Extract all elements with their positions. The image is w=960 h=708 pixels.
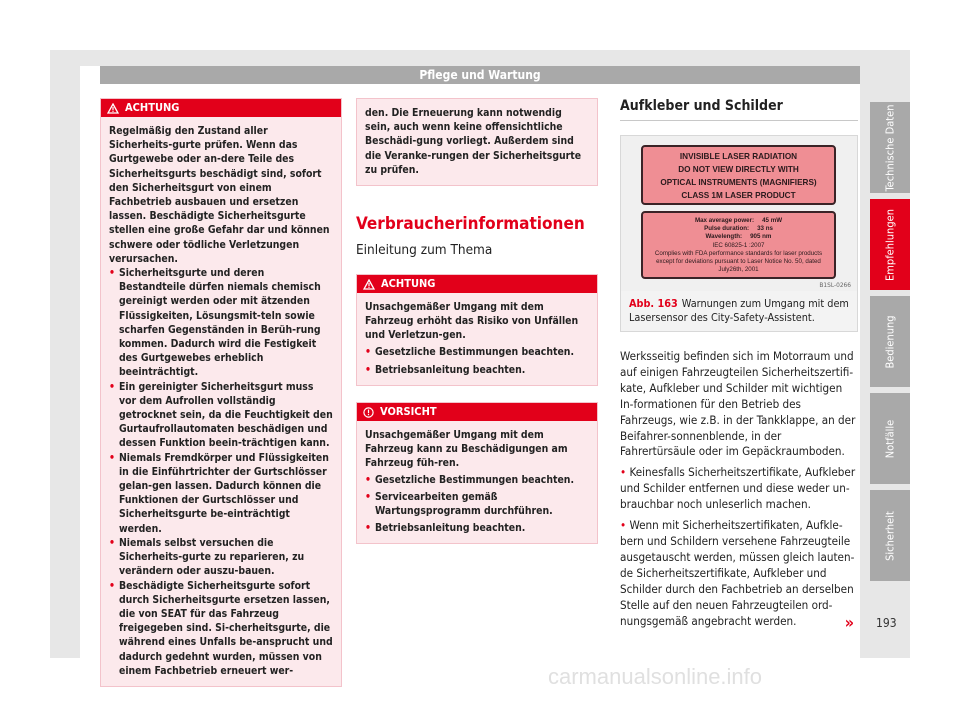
list-item-text: Wenn mit Sicherheitszertifikaten, Aufkle-bern und Schildern versehene Fahrzeugteile ausgetauscht werden, müssen gleich lauten-de Sicherheitszertifikate, Aufkleber und Schilder durch den Fachbetrieb an derselben Stelle auf den neuen Fahrzeugteilen ord-nungsgemäß angebracht werden. [620, 518, 855, 628]
tab-label: Technische Daten [883, 103, 897, 192]
warning-intro: Unsachgemäßer Umgang mit dem Fahrzeug erhöht das Risiko von Unfällen und Verletzun-gen. [365, 301, 579, 342]
list-item-text: Niemals selbst versuchen die Sicherheits-gurte zu reparieren, zu verändern oder auszu-bauen. [118, 536, 305, 578]
figure-caption [621, 291, 857, 331]
list-item-text: Niemals Fremdkörper und Flüssigkeiten in die Einführtrichter der Gurtschlösser gelan-gen lassen. Dadurch können die Funktionen der Gurtschlösser und Sicherheitsgurte be-einträchtigt werden. [118, 451, 329, 535]
list-item [109, 380, 333, 451]
watermark: carmanualsonline.info [548, 664, 763, 689]
tab-label: Bedienung [883, 314, 897, 369]
warning-triangle-icon [363, 279, 375, 290]
warning-label: ACHTUNG [125, 101, 180, 114]
warning-body [101, 117, 341, 686]
spec-standard: IEC 60825-1 :2007 [712, 241, 765, 249]
list-item [109, 536, 333, 579]
list-item [365, 521, 589, 535]
bullet-icon: • [365, 345, 371, 358]
spec-value: 905 nm [750, 233, 772, 241]
caution-label: VORSICHT [380, 405, 437, 419]
list-item [365, 473, 589, 487]
figure-image [621, 136, 857, 291]
bullet-icon: • [620, 518, 627, 533]
spec-row [643, 225, 834, 233]
list-item [109, 579, 333, 678]
list-item [365, 490, 589, 518]
spec-key: Pulse duration: [704, 225, 750, 233]
list-item [620, 518, 858, 629]
list-item-text: Ein gereinigter Sicherheitsgurt muss vor dem Aufrollen vollständig getrocknet sein, da die Feuchtigkeit den Gurtaufrollautomaten beschädigen und dessen Funktion beein-trächtigen kann. [118, 380, 333, 450]
section-heading: Verbraucherinformationen [356, 214, 585, 235]
bullet-icon: • [365, 363, 371, 376]
bullet-icon: • [109, 380, 115, 393]
warning-box-continuation [356, 98, 598, 186]
page-header: Pflege und Wartung [100, 66, 860, 84]
body-paragraph: Werksseitig befinden sich im Motorraum und auf einigen Fahrzeugteilen Sicherheitszertifi-kate, Aufkleber und Schilder mit wichtigen In-formationen für den Betrieb des Fahrzeugs, wie z.B. in der Tankklappe, an der Beifahrer-sonnenblende, in der Fahrertürsäule oder im Gepäckraumboden. [620, 349, 856, 459]
figure-code: B1SL-0266 [819, 281, 851, 289]
caution-body [357, 421, 597, 543]
bullet-icon: • [365, 522, 371, 535]
continuation-text: den. Die Erneuerung kann notwendig sein, auch wenn keine offensichtliche Beschädi-gung vorliegt. Außerdem sind die Veranke-rungen der Sicherheitsgurte zu prüfen. [365, 107, 582, 176]
figure-number: Abb. 163 [629, 297, 678, 310]
tab-label: Sicherheit [883, 510, 897, 561]
section-title: Aufkleber und Schilder [620, 98, 783, 114]
tab-label: Empfehlungen [883, 208, 897, 281]
warning-label: ACHTUNG [381, 277, 436, 291]
section-divider [620, 120, 858, 121]
section-subheading: Einleitung zum Thema [356, 242, 493, 259]
caution-box [356, 402, 598, 544]
tab-notfaelle[interactable] [870, 393, 910, 484]
warning-header [101, 99, 341, 117]
caution-intro: Unsachgemäßer Umgang mit dem Fahrzeug kann zu Beschädigungen am Fahrzeug füh-ren. [365, 429, 568, 470]
spec-value: 45 mW [762, 217, 783, 224]
bullet-icon: • [109, 579, 115, 592]
label-line: OPTICAL INSTRUMENTS (MAGNIFIERS) [660, 178, 817, 187]
list-item-text: Servicearbeiten gemäß Wartungsprogramm durchführen. [374, 490, 553, 518]
caution-header [357, 403, 597, 421]
list-item [109, 451, 333, 536]
spec-date: July26th, 2001 [718, 266, 759, 274]
column-left [100, 98, 342, 687]
label-line: DO NOT VIEW DIRECTLY WITH [678, 165, 799, 174]
tab-empfehlungen[interactable] [870, 199, 910, 290]
list-item-text: Gesetzliche Bestimmungen beachten. [374, 345, 575, 358]
bullet-icon: • [365, 490, 371, 503]
tab-bedienung[interactable] [870, 296, 910, 387]
list-item-text: Betriebsanleitung beachten. [374, 363, 526, 376]
spec-compliance: except for deviations pursuant to Laser Notice No. 50, dated [656, 258, 821, 266]
list-item-text: Keinesfalls Sicherheitszertifikate, Aufkleber und Schilder entfernen und diese weder un-brauchbar noch unleserlich machen. [620, 465, 856, 512]
continue-arrow-icon: » [844, 613, 854, 633]
figure-laser-labels [620, 135, 858, 332]
bullet-icon: • [365, 473, 371, 486]
spec-row [643, 217, 834, 225]
warning-triangle-icon [107, 103, 119, 114]
caution-circle-icon [363, 407, 374, 418]
laser-warning-label [641, 145, 836, 205]
bullet-icon: • [620, 465, 627, 480]
list-item [109, 266, 333, 380]
warning-box-seatbelts [100, 98, 342, 687]
laser-spec-label [641, 211, 836, 279]
spec-row [643, 233, 834, 241]
list-item [365, 363, 589, 377]
warning-box-consumer [356, 274, 598, 386]
bullet-icon: • [109, 536, 115, 549]
label-line: INVISIBLE LASER RADIATION [679, 152, 798, 161]
list-item-text: Sicherheitsgurte und deren Bestandteile dürfen niemals chemisch gereinigt werden oder mit ätzenden Flüssigkeiten, Lösungsmit-teln sowie scharfen Gegenständen in Berüh-rung kommen. Dadurch wird die Festigkeit des Gurtgewebes erheblich beeinträchtigt. [118, 267, 321, 379]
column-middle [356, 98, 598, 544]
list-item [620, 465, 858, 513]
warning-body [357, 293, 597, 385]
tab-label: Notfälle [883, 419, 897, 458]
chapter-tabs [870, 102, 910, 587]
spec-key: Wavelength: [705, 233, 743, 241]
bullet-icon: • [109, 267, 115, 280]
spec-compliance: Complies with FDA performance standards for laser products [654, 249, 823, 257]
figure-caption-text: Warnungen zum Umgang mit dem Lasersensor des City-Safety-Assistent. [629, 297, 849, 324]
label-line: CLASS 1M LASER PRODUCT [681, 191, 796, 200]
list-item-text: Betriebsanleitung beachten. [374, 522, 526, 535]
spec-value: 33 ns [757, 225, 773, 233]
page-number: 193 [876, 616, 897, 630]
tab-sicherheit[interactable] [870, 490, 910, 581]
column-right [620, 98, 858, 632]
list-item [365, 345, 589, 359]
list-item-text: Gesetzliche Bestimmungen beachten. [374, 473, 575, 486]
warning-intro: Regelmäßig den Zustand aller Sicherheits-gurte prüfen. Wenn das Gurtgewebe oder an-dere Teile des Sicherheitsgurts beschädigt sind, sofort den Sicherheitsgurt von einem Fachbetrieb ausbauen und ersetzen lassen. Beschädigte Sicherheitsgurte stellen eine große Gefahr dar und können schwere oder tödliche Verletzungen verursachen. [109, 125, 330, 265]
bullet-icon: • [109, 451, 115, 464]
tab-technische-daten[interactable] [870, 102, 910, 193]
list-item-text: Beschädigte Sicherheitsgurte sofort durch Sicherheitsgurte ersetzen lassen, die von SEAT für das Fahrzeug freigegeben sind. Si-cherheitsgurte, die während eines Unfalls be-ansprucht und dadurch gedehnt wurden, müssen von einem Fachbetrieb erneuert wer- [118, 579, 333, 677]
warning-header [357, 275, 597, 293]
spec-key: Max average power: [694, 217, 755, 224]
